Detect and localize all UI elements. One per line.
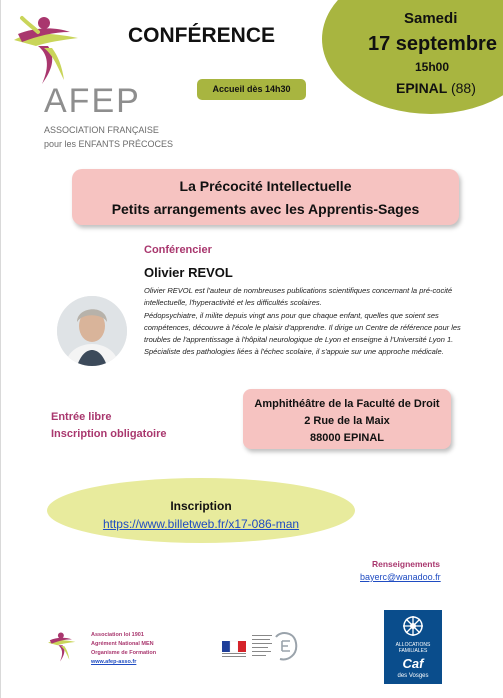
event-date: 17 septembre [368,33,497,55]
speaker-bio-paragraph-1: Olivier REVOL est l'auteur de nombreuses publications scientifiques concernant la pré-cocité intellectuelle, l'hyperactivité et les difficultés scolaires. [144,286,453,308]
event-department: (88) [450,80,476,96]
speaker-bio-paragraph-2: Pédopsychiatre, il milite depuis vingt ans pour que chaque enfant, quelles que soient ses compétences, découvre à l'école le plaisir d'apprendre. Il dirige un Centre de référence pour les troubles de l'apprentissage à l'hôpital neurologique de Lyon et enseigne à l'Université Lyon 1. Spécialiste des pathologies liées à l'échec scolaire, il s'appuie sur une approche médicale. [144,310,461,357]
event-time: 15h00 [415,60,450,74]
registration-required-note: Inscription obligatoire [51,428,167,440]
speaker-bio [144,285,474,359]
event-city-name: EPINAL [396,80,448,96]
afep-logo-figure [8,10,90,90]
welcome-badge: Accueil dès 14h30 [197,79,306,100]
association-website-link[interactable]: www.afep-asso.fr [91,659,137,665]
conference-title-line-1: La Précocité Intellectuelle [179,178,352,194]
page-border [0,0,1,698]
registration-link[interactable]: https://www.billetweb.fr/x17-086-man [102,517,300,531]
free-entry-note: Entrée libre [51,411,112,423]
association-info [91,631,156,667]
caf-region: des Vosges [397,673,429,679]
caf-name: Caf [402,656,424,671]
venue-box [243,389,451,449]
info-email-link[interactable]: bayerc@wanadoo.fr [360,572,441,582]
association-training: Organisme de Formation [91,650,157,656]
speaker-name: Olivier REVOL [144,265,233,280]
logo-wordmark: AFEP [44,82,141,120]
registration-title: Inscription [170,499,232,513]
logo-subtitle-1: ASSOCIATION FRANÇAISE [44,125,159,135]
speaker-photo [57,296,127,366]
event-type-heading: CONFÉRENCE [128,24,276,47]
association-approval: Agrément National MEN [91,641,154,647]
info-label: Renseignements [372,559,441,569]
caf-line-1: ALLOCATIONS [395,642,431,648]
association-status: Association loi 1901 [91,632,144,638]
caf-line-2: FAMILIALES [398,648,428,654]
ministry-logo [222,627,302,665]
logo-subtitle-2: pour les ENFANTS PRÉCOCES [44,139,174,149]
speaker-label: Conférencier [144,244,212,256]
conference-title-line-2: Petits arrangements avec les Apprentis-Sages [111,201,420,217]
event-day: Samedi [404,10,458,27]
event-city [396,80,476,96]
venue-name: Amphithéâtre de la Faculté de Droit [254,398,440,410]
afep-small-logo [45,630,81,664]
venue-city: 88000 EPINAL [310,432,384,444]
caf-logo [384,610,442,684]
venue-street: 2 Rue de la Maix [304,415,390,427]
